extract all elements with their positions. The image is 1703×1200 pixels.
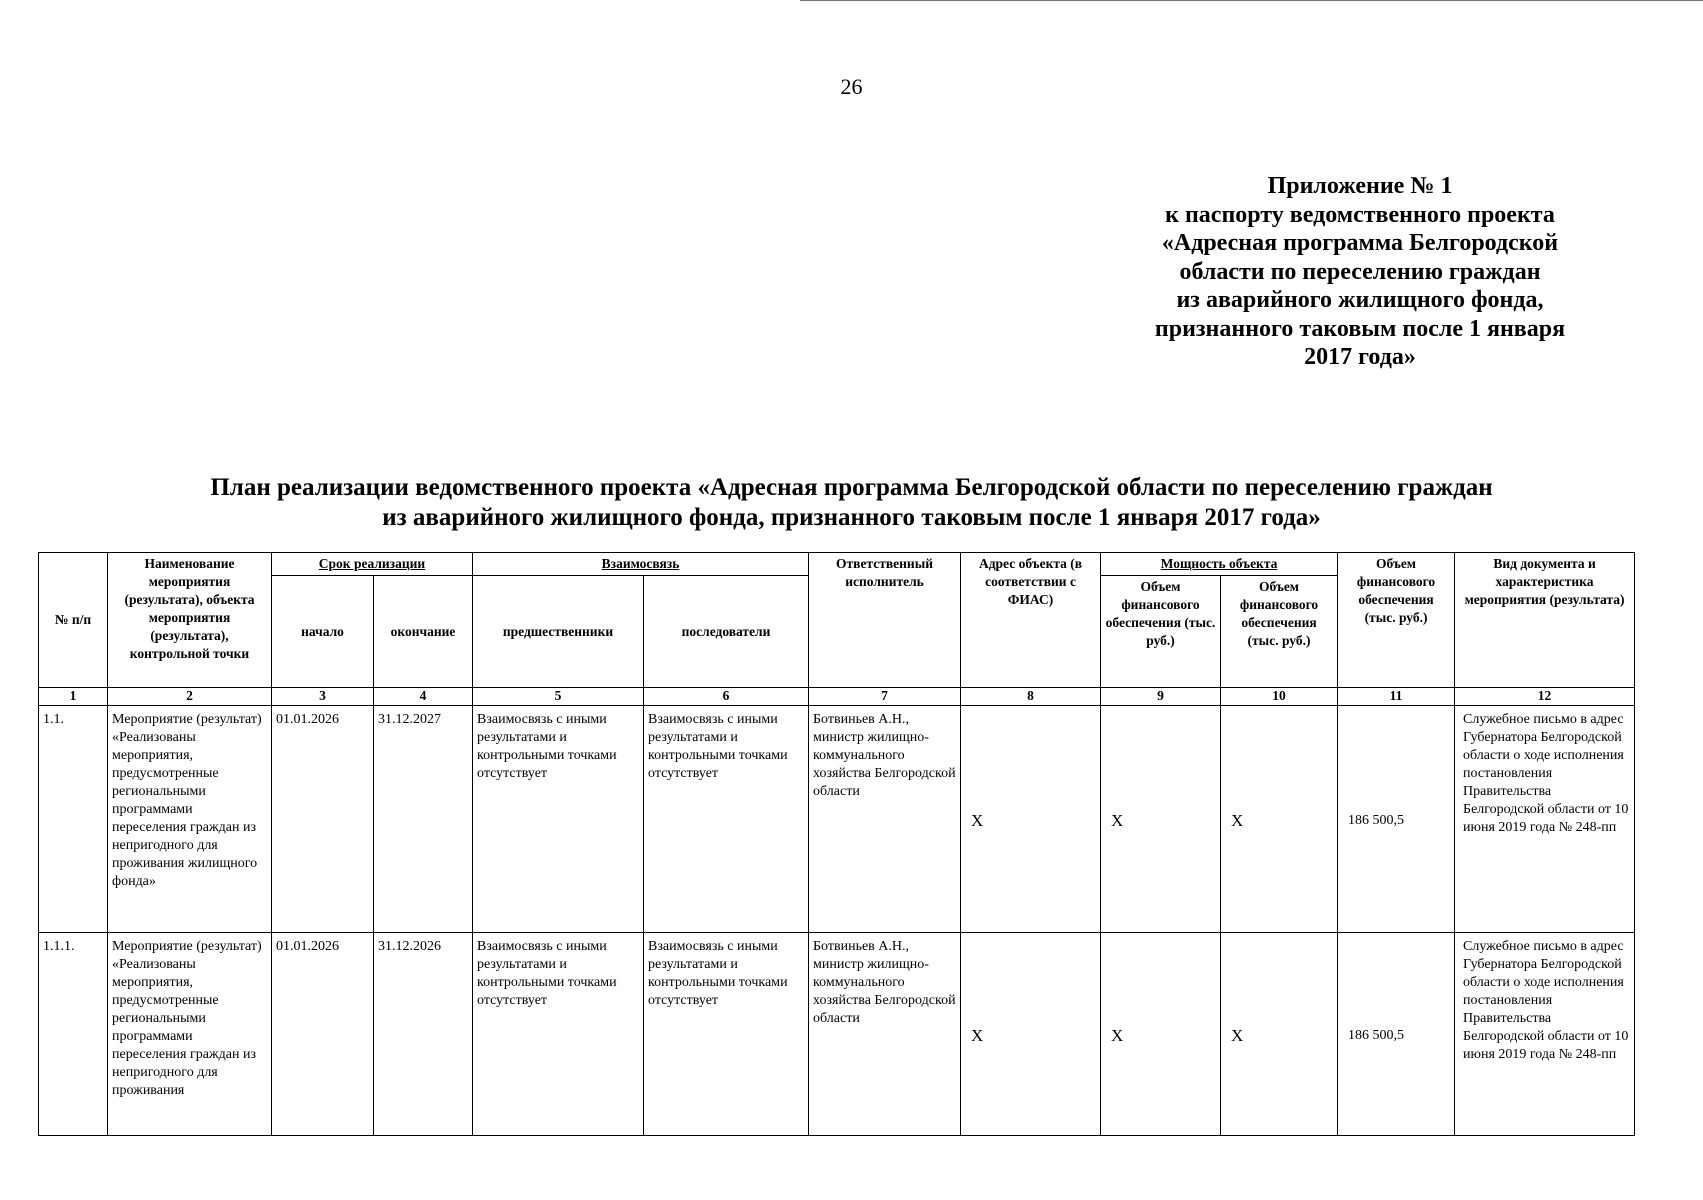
header-cap-fin-1: Объем финансового обеспечения (тыс. руб.) <box>1101 576 1221 688</box>
cell-name: Мероприятие (результат) «Реализованы мероприятия, предусмотренные региональными программами переселения граждан из непригодного для проживания жилищного фонда» <box>108 706 272 933</box>
table-row <box>39 933 1635 1136</box>
page-number: 26 <box>840 74 863 99</box>
cell-predecessors: Взаимосвязь с иными результатами и контрольными точками отсутствует <box>473 933 644 1136</box>
cell-capacity-1: X <box>1101 706 1221 933</box>
header-num: № п/п <box>39 553 108 688</box>
cell-doc: Служебное письмо в адрес Губернатора Белгородской области о ходе исполнения постановления Правительства Белгородской области от 10 июня 2019 года № 248-пп <box>1455 933 1635 1136</box>
header-end: окончание <box>374 576 473 688</box>
plan-title <box>0 473 1703 533</box>
cell-doc: Служебное письмо в адрес Губернатора Белгородской области о ходе исполнения постановления Правительства Белгородской области от 10 июня 2019 года № 248-пп <box>1455 706 1635 933</box>
header-doc: Вид документа и характеристика мероприятия (результата) <box>1455 553 1635 688</box>
column-number: 12 <box>1455 688 1635 706</box>
cell-start: 01.01.2026 <box>272 933 374 1136</box>
header-name: Наименование мероприятия (результата), объекта мероприятия (результата), контрольной точки <box>108 553 272 688</box>
appendix-line: «Адресная программа Белгородской <box>1161 230 1559 256</box>
header-successors: последователи <box>644 576 809 688</box>
cell-address: X <box>961 706 1101 933</box>
header-period: Срок реализации <box>272 553 473 576</box>
cell-responsible: Ботвиньев А.Н., министр жилищно-коммунального хозяйства Белгородской области <box>809 933 961 1136</box>
column-number: 10 <box>1221 688 1338 706</box>
cell-fin: 186 500,5 <box>1338 706 1455 933</box>
cell-end: 31.12.2027 <box>374 706 473 933</box>
cell-num: 1.1.1. <box>39 933 108 1136</box>
column-number: 5 <box>473 688 644 706</box>
appendix-line: признанного таковым после 1 января <box>1154 315 1566 342</box>
appendix-line: области по переселению граждан <box>1179 258 1541 285</box>
header-capacity: Мощность объекта <box>1101 553 1338 576</box>
cell-capacity-1: X <box>1101 933 1221 1136</box>
cell-name: Мероприятие (результат) «Реализованы мероприятия, предусмотренные региональными программами переселения граждан из непригодного для проживания <box>108 933 272 1136</box>
appendix-line: Приложение № 1 <box>1267 173 1453 199</box>
appendix-line: 2017 года» <box>1304 344 1416 370</box>
appendix-heading <box>1080 172 1640 372</box>
header-responsible: Ответственный исполнитель <box>809 553 961 688</box>
column-number: 8 <box>961 688 1101 706</box>
plan-title-line: План реализации ведомственного проекта «Адресная программа Белгородской области по переселению граждан <box>210 474 1493 501</box>
column-number: 1 <box>39 688 108 706</box>
header-cap-fin-2: Объем финансового обеспечения (тыс. руб.) <box>1221 576 1338 688</box>
appendix-line: к паспорту ведомственного проекта <box>1165 201 1555 228</box>
cell-fin: 186 500,5 <box>1338 933 1455 1136</box>
plan-title-line: из аварийного жилищного фонда, признанного таковым после 1 января 2017 года» <box>382 504 1321 531</box>
column-number: 7 <box>809 688 961 706</box>
header-predecessors: предшественники <box>473 576 644 688</box>
header-address: Адрес объекта (в соответствии с ФИАС) <box>961 553 1101 688</box>
cell-start: 01.01.2026 <box>272 706 374 933</box>
header-row <box>39 553 1635 576</box>
header-fin: Объем финансового обеспечения (тыс. руб.) <box>1338 553 1455 688</box>
cell-responsible: Ботвиньев А.Н., министр жилищно-коммунального хозяйства Белгородской области <box>809 706 961 933</box>
column-number: 2 <box>108 688 272 706</box>
cell-predecessors: Взаимосвязь с иными результатами и контрольными точками отсутствует <box>473 706 644 933</box>
cell-num: 1.1. <box>39 706 108 933</box>
header-link: Взаимосвязь <box>473 553 809 576</box>
cell-successors: Взаимосвязь с иными результатами и контрольными точками отсутствует <box>644 933 809 1136</box>
cell-address: X <box>961 933 1101 1136</box>
cell-end: 31.12.2026 <box>374 933 473 1136</box>
header-start: начало <box>272 576 374 688</box>
column-number: 3 <box>272 688 374 706</box>
column-number: 4 <box>374 688 473 706</box>
column-number: 11 <box>1338 688 1455 706</box>
column-number: 9 <box>1101 688 1221 706</box>
table-row <box>39 706 1635 933</box>
cell-capacity-2: X <box>1221 706 1338 933</box>
top-edge-line <box>800 0 1703 1</box>
appendix-line: из аварийного жилищного фонда, <box>1176 287 1544 313</box>
plan-table <box>38 552 1635 1136</box>
cell-successors: Взаимосвязь с иными результатами и контрольными точками отсутствует <box>644 706 809 933</box>
column-numbers-row <box>39 688 1635 706</box>
cell-capacity-2: X <box>1221 933 1338 1136</box>
column-number: 6 <box>644 688 809 706</box>
